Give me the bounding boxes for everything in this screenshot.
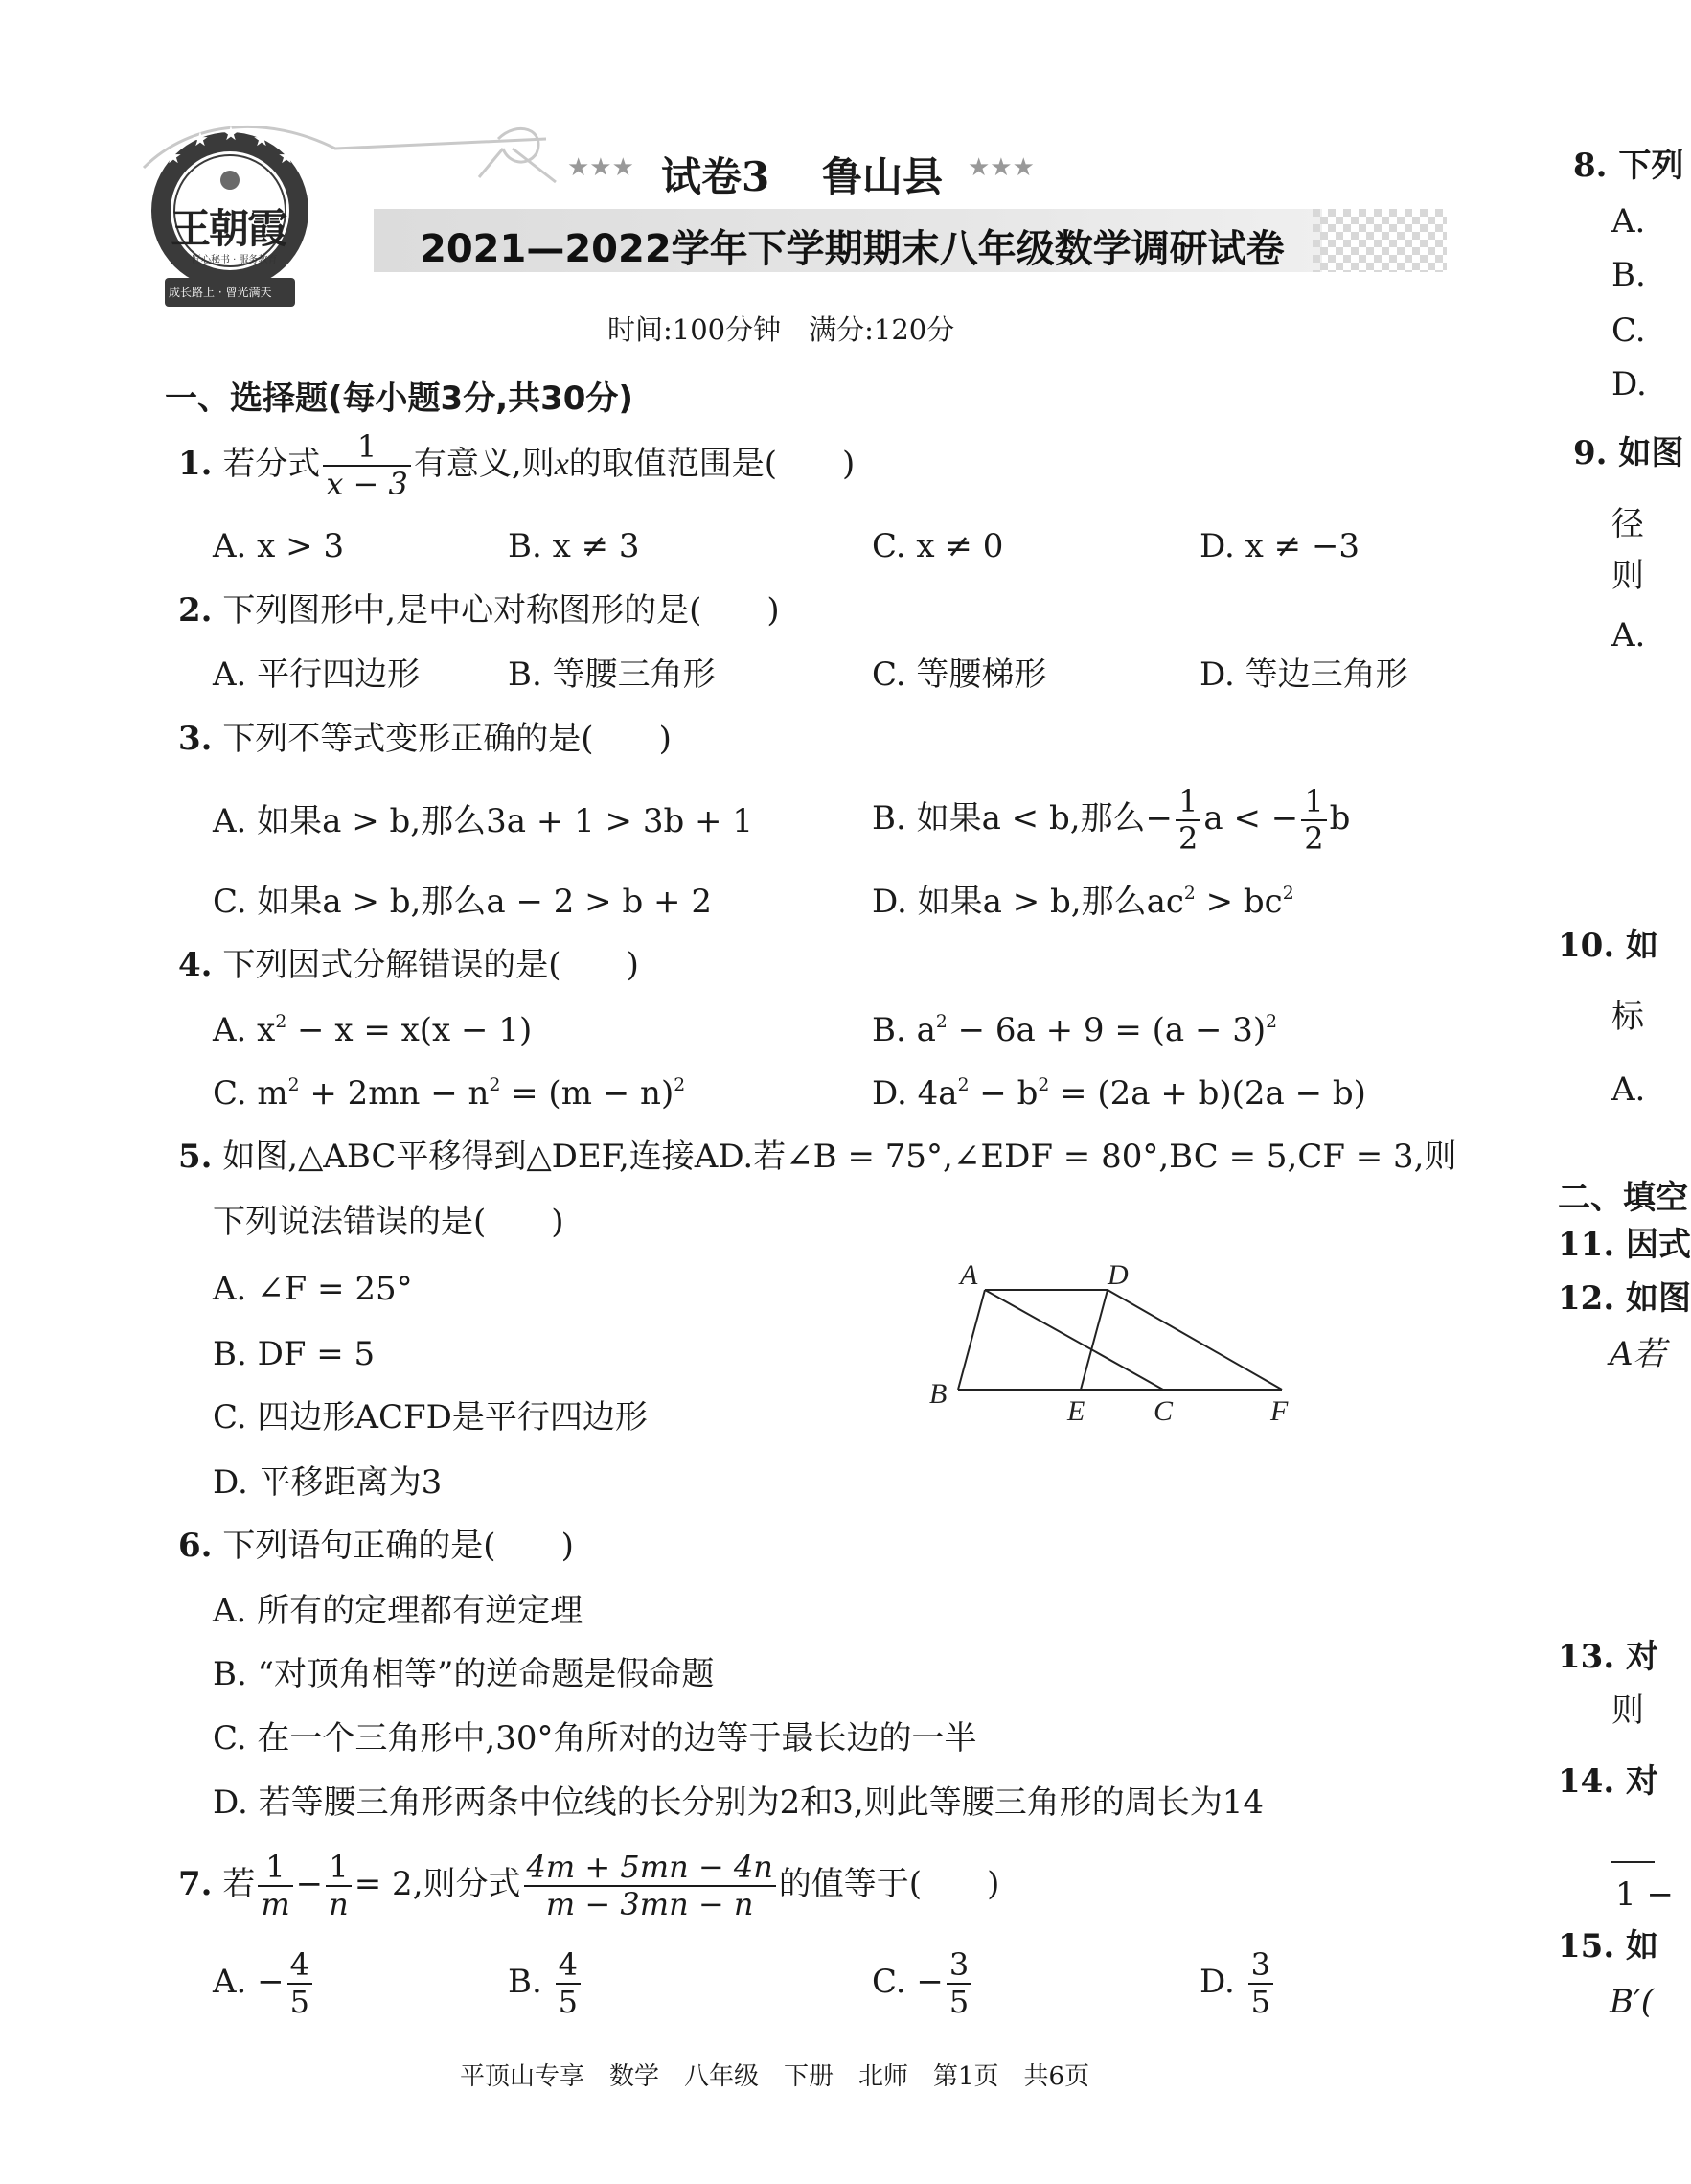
fraction-numerator: 1 [326, 1850, 352, 1887]
fraction-numerator: 3 [1248, 1947, 1273, 1985]
option-text: B. 如果a < b,那么− [872, 798, 1174, 838]
option-a: A. x > 3 [213, 527, 345, 565]
svg-text:★: ★ [253, 127, 270, 150]
option-text: D. 如果a > b,那么ac [872, 883, 1184, 921]
fraction [323, 429, 411, 502]
option-a [213, 1011, 533, 1049]
option-text: B. [508, 1962, 553, 2001]
logo-text: 王朝霞 [171, 205, 286, 252]
cutoff-text: B′( [1610, 1983, 1654, 2021]
variable: x [554, 446, 569, 482]
operator: − [295, 1864, 324, 1903]
question-text: = 2,则分式 [354, 1864, 521, 1903]
option-b: B. “对顶角相等”的逆命题是假命题 [213, 1655, 715, 1693]
fraction-denominator: m [261, 1885, 290, 1922]
cutoff-text: 则 [1611, 1691, 1644, 1730]
fraction-numerator: 1 [1301, 784, 1326, 821]
option-d: D. 若等腰三角形两条中位线的长分别为2和3,则此等腰三角形的周长为14 [213, 1783, 1264, 1822]
fraction [556, 1947, 581, 2020]
cutoff-text: 15. 如 [1558, 1927, 1658, 1966]
option-d [1200, 1947, 1276, 2020]
exponent: 2 [674, 1074, 686, 1095]
fraction-denominator: 2 [1178, 819, 1199, 857]
question-number: 2. [178, 591, 213, 630]
fraction-numerator: 1 [323, 429, 411, 467]
option-text: C. − [872, 1962, 944, 2001]
fraction-denominator: 5 [289, 1983, 310, 2020]
question-text: 下列因式分解错误的是( ) [222, 946, 639, 984]
option-d: D. 等边三角形 [1200, 655, 1408, 694]
option-c: C. 四边形ACFD是平行四边形 [213, 1398, 648, 1437]
svg-text:★: ★ [192, 127, 209, 150]
option-b: B. DF = 5 [213, 1335, 376, 1373]
option-text: A. x [213, 1011, 276, 1049]
cutoff-text: 径 [1611, 505, 1644, 543]
option-text: D. 4a [872, 1074, 958, 1113]
label-c: C [1154, 1395, 1174, 1427]
option-d [872, 883, 1294, 921]
stars-left: ★★★ [567, 153, 634, 182]
checker-pattern [1313, 209, 1447, 272]
option-b [872, 1011, 1278, 1049]
question-text: 下列图形中,是中心对称图形的是( ) [222, 591, 780, 630]
fraction [1301, 784, 1326, 857]
fraction-numerator: 1 [1176, 784, 1200, 821]
cutoff-text: C. [1611, 311, 1646, 350]
county-name: 鲁山县 [822, 153, 944, 200]
option-text: = (2a + b)(2a − b) [1049, 1074, 1366, 1113]
question-3 [178, 720, 672, 758]
cutoff-text: 8. 下列 [1573, 147, 1684, 185]
question-text: 如图,△ABC平移得到△DEF,连接AD.若∠B = 75°,∠EDF = 80°,BC = 5,CF = 3,则 [222, 1138, 1457, 1176]
logo-banner: 成长路上 · 曾光满天 [169, 286, 272, 299]
question-2 [178, 591, 780, 630]
question-text: 若分式 [222, 444, 321, 483]
fraction [287, 1947, 312, 2020]
option-text: = (m − n) [500, 1074, 674, 1113]
cutoff-text: A若 [1610, 1335, 1666, 1373]
fraction-denominator: x − 3 [326, 465, 408, 502]
question-number: 3. [178, 720, 213, 758]
fraction-denominator: 2 [1304, 819, 1324, 857]
question-number: 4. [178, 946, 213, 984]
option-a: A. 如果a > b,那么3a + 1 > 3b + 1 [213, 802, 753, 840]
option-c: C. x ≠ 0 [872, 527, 1004, 565]
fraction-denominator: 5 [558, 1983, 578, 2020]
svg-text:★: ★ [222, 122, 240, 145]
svg-text:★: ★ [278, 145, 295, 168]
question-number: 1. [178, 444, 213, 483]
question-text: 下列语句正确的是( ) [222, 1527, 574, 1565]
option-c [872, 1947, 974, 2020]
question-text: 下列不等式变形正确的是( ) [222, 720, 672, 758]
fraction [1176, 784, 1200, 857]
option-c: C. 等腰梯形 [872, 655, 1047, 694]
option-c: C. 在一个三角形中,30°角所对的边等于最长边的一半 [213, 1719, 977, 1758]
cutoff-text: 12. 如图 [1558, 1279, 1691, 1318]
option-d: D. 平移距离为3 [213, 1463, 443, 1502]
question-5 [178, 1138, 1457, 1176]
option-a: A. 所有的定理都有逆定理 [213, 1592, 583, 1630]
cutoff-text: D. [1611, 365, 1647, 403]
option-text: + 2mn − n [299, 1074, 490, 1113]
label-f: F [1270, 1395, 1289, 1427]
fraction-numerator: 4 [556, 1947, 581, 1985]
option-text: A. − [213, 1962, 285, 2001]
question-number: 5. [178, 1138, 213, 1176]
fraction [258, 1850, 292, 1922]
exponent: 2 [1038, 1074, 1050, 1095]
option-text: a < − [1203, 798, 1299, 838]
option-text: D. [1200, 1962, 1245, 2001]
label-e: E [1067, 1395, 1085, 1427]
question-6 [178, 1527, 574, 1565]
option-b [508, 1947, 583, 2020]
option-a: A. 平行四边形 [213, 655, 421, 694]
question-number: 6. [178, 1527, 213, 1565]
exponent: 2 [1266, 1011, 1278, 1032]
fraction-denominator: 5 [1250, 1983, 1271, 2020]
option-text: − 6a + 9 = (a − 3) [947, 1011, 1267, 1049]
translation-figure [920, 1255, 1303, 1428]
option-text: − b [969, 1074, 1039, 1113]
option-d: D. x ≠ −3 [1200, 527, 1360, 565]
svg-text:★: ★ [165, 145, 182, 168]
fraction [947, 1947, 971, 2020]
page-footer: 平顶山专享 数学 八年级 下册 北师 第1页 共6页 [460, 2062, 1090, 2091]
cutoff-text: 二、填空 [1558, 1179, 1688, 1217]
paper-label: 试卷3 [661, 153, 770, 200]
option-d [872, 1074, 1366, 1113]
cutoff-text: 则 [1611, 557, 1644, 595]
logo-small-text: 匠心秘书 · 服务教育 [192, 255, 278, 265]
time-info: 时间:100分钟 满分:120分 [607, 313, 955, 346]
cutoff-text: 14. 对 [1558, 1762, 1658, 1801]
cutoff-text: A. [1611, 616, 1646, 655]
cutoff-text: B. [1611, 256, 1646, 294]
question-text-line2: 下列说法错误的是( ) [213, 1203, 564, 1241]
fraction-denominator: n [329, 1885, 349, 1922]
question-number: 7. [178, 1864, 213, 1903]
section-title: 一、选择题(每小题3分,共30分) [165, 379, 633, 418]
fraction-bar [1611, 1861, 1655, 1863]
exponent: 2 [287, 1074, 300, 1095]
option-a: A. ∠F = 25° [213, 1270, 413, 1308]
option-text: C. m [213, 1074, 288, 1113]
fraction-denominator: 5 [948, 1983, 970, 2020]
option-text: b [1329, 798, 1351, 838]
option-c [213, 1074, 686, 1113]
label-a: A [960, 1259, 978, 1291]
option-text: > bc [1195, 883, 1283, 921]
cutoff-text: 11. 因式 [1558, 1226, 1691, 1264]
cutoff-text: 9. 如图 [1573, 434, 1684, 472]
cutoff-text: 1 − [1615, 1875, 1674, 1914]
stars-right: ★★★ [968, 153, 1035, 182]
cutoff-text: 标 [1611, 998, 1644, 1036]
exponent: 2 [489, 1074, 501, 1095]
exam-title: 2021—2022学年下学期期末八年级数学调研试卷 [420, 227, 1285, 271]
exponent: 2 [275, 1011, 287, 1032]
label-b: B [929, 1378, 948, 1410]
question-text: 有意义,则 [413, 444, 555, 483]
option-b: B. x ≠ 3 [508, 527, 640, 565]
exponent: 2 [1183, 883, 1196, 904]
option-c: C. 如果a > b,那么a − 2 > b + 2 [213, 883, 712, 921]
fraction [524, 1850, 776, 1922]
exponent: 2 [935, 1011, 948, 1032]
fraction-numerator: 3 [947, 1947, 971, 1985]
fraction-numerator: 4 [287, 1947, 312, 1985]
fraction [326, 1850, 352, 1922]
fraction-numerator: 1 [258, 1850, 292, 1887]
option-a [213, 1947, 315, 2020]
option-text: B. a [872, 1011, 936, 1049]
option-text: − x = x(x − 1) [286, 1011, 533, 1049]
question-text: 的值等于( ) [778, 1864, 1000, 1903]
cutoff-text: 10. 如 [1558, 927, 1658, 965]
question-text: 的取值范围是( ) [568, 444, 856, 483]
cutoff-text: 13. 对 [1558, 1638, 1658, 1676]
question-7 [178, 1850, 999, 1922]
cutoff-text: A. [1611, 202, 1646, 241]
question-4 [178, 946, 639, 984]
label-d: D [1108, 1259, 1129, 1291]
fraction-numerator: 4m + 5mn − 4n [524, 1850, 776, 1887]
exponent: 2 [957, 1074, 970, 1095]
option-b: B. 等腰三角形 [508, 655, 716, 694]
question-text: 若 [222, 1864, 256, 1903]
question-1 [178, 429, 855, 502]
exponent: 2 [1282, 883, 1294, 904]
fraction-denominator: m − 3mn − n [545, 1885, 754, 1922]
cutoff-text: A. [1611, 1070, 1646, 1109]
option-b [872, 784, 1350, 857]
fraction [1248, 1947, 1273, 2020]
